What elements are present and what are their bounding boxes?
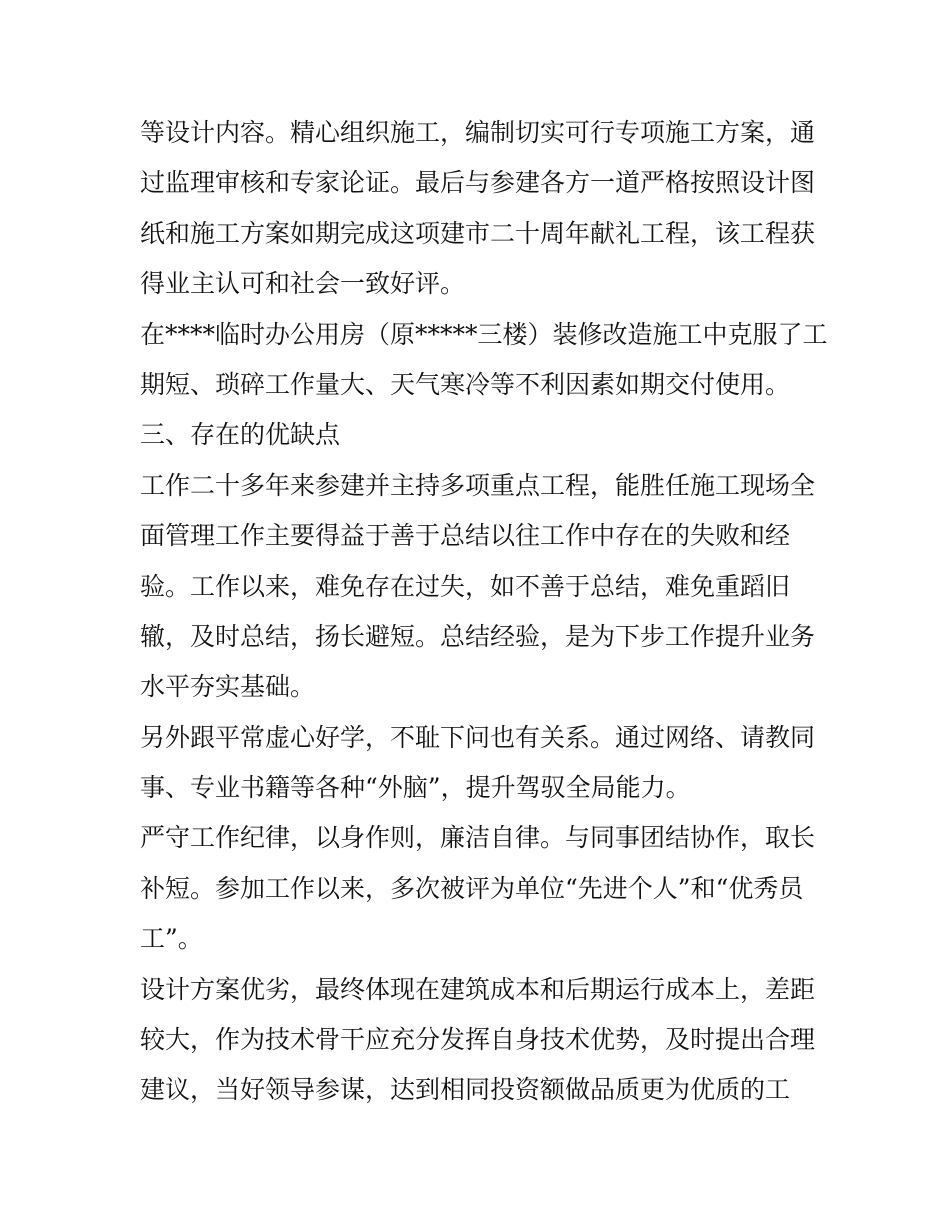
document-body <box>140 108 828 1116</box>
text-line-18: 设计方案优劣，最终体现在建筑成本和后期运行成本上，差距 <box>140 974 816 1004</box>
text-line-10: 验。工作以来，难免存在过失，如不善于总结，难免重蹈旧 <box>140 571 791 601</box>
text-line-4: 得业主认可和社会一致好评。 <box>140 269 466 299</box>
text-line-14: 事、专业书籍等各种“外脑”，提升驾驭全局能力。 <box>140 773 691 803</box>
text-line-11: 辙，及时总结，扬长避短。总结经验，是为下步工作提升业务 <box>140 621 816 651</box>
text-line-3: 纸和施工方案如期完成这项建市二十周年献礼工程，该工程获 <box>140 218 816 248</box>
text-line-12: 水平夯实基础。 <box>140 672 316 702</box>
text-line-17: 工”。 <box>140 924 203 954</box>
text-line-1: 等设计内容。精心组织施工，编制切实可行专项施工方案，通 <box>140 118 816 147</box>
text-line-2: 过监理审核和专家论证。最后与参建各方一道严格按照设计图 <box>140 168 816 198</box>
text-line-5: 在****临时办公用房（原*****三楼）装修改造施工中克服了工 <box>140 319 828 349</box>
text-line-16: 补短。参加工作以来，多次被评为单位“先进个人”和“优秀员 <box>140 873 804 903</box>
text-line-13: 另外跟平常虚心好学，不耻下问也有关系。通过网络、请教同 <box>140 722 816 752</box>
text-line-19: 较大，作为技术骨干应充分发挥自身技术优势，及时提出合理 <box>140 1025 816 1055</box>
text-line-20: 建议，当好领导参谋，达到相同投资额做品质更为优质的工 <box>140 1075 791 1105</box>
section-heading: 三、存在的优缺点 <box>140 420 341 450</box>
text-line-9: 面管理工作主要得益于善于总结以往工作中存在的失败和经 <box>140 521 791 551</box>
text-line-8: 工作二十多年来参建并主持多项重点工程，能胜任施工现场全 <box>140 470 816 500</box>
text-line-15: 严守工作纪律，以身作则，廉洁自律。与同事团结协作，取长 <box>140 823 816 853</box>
text-line-6: 期短、琐碎工作量大、天气寒冷等不利因素如期交付使用。 <box>140 369 791 399</box>
